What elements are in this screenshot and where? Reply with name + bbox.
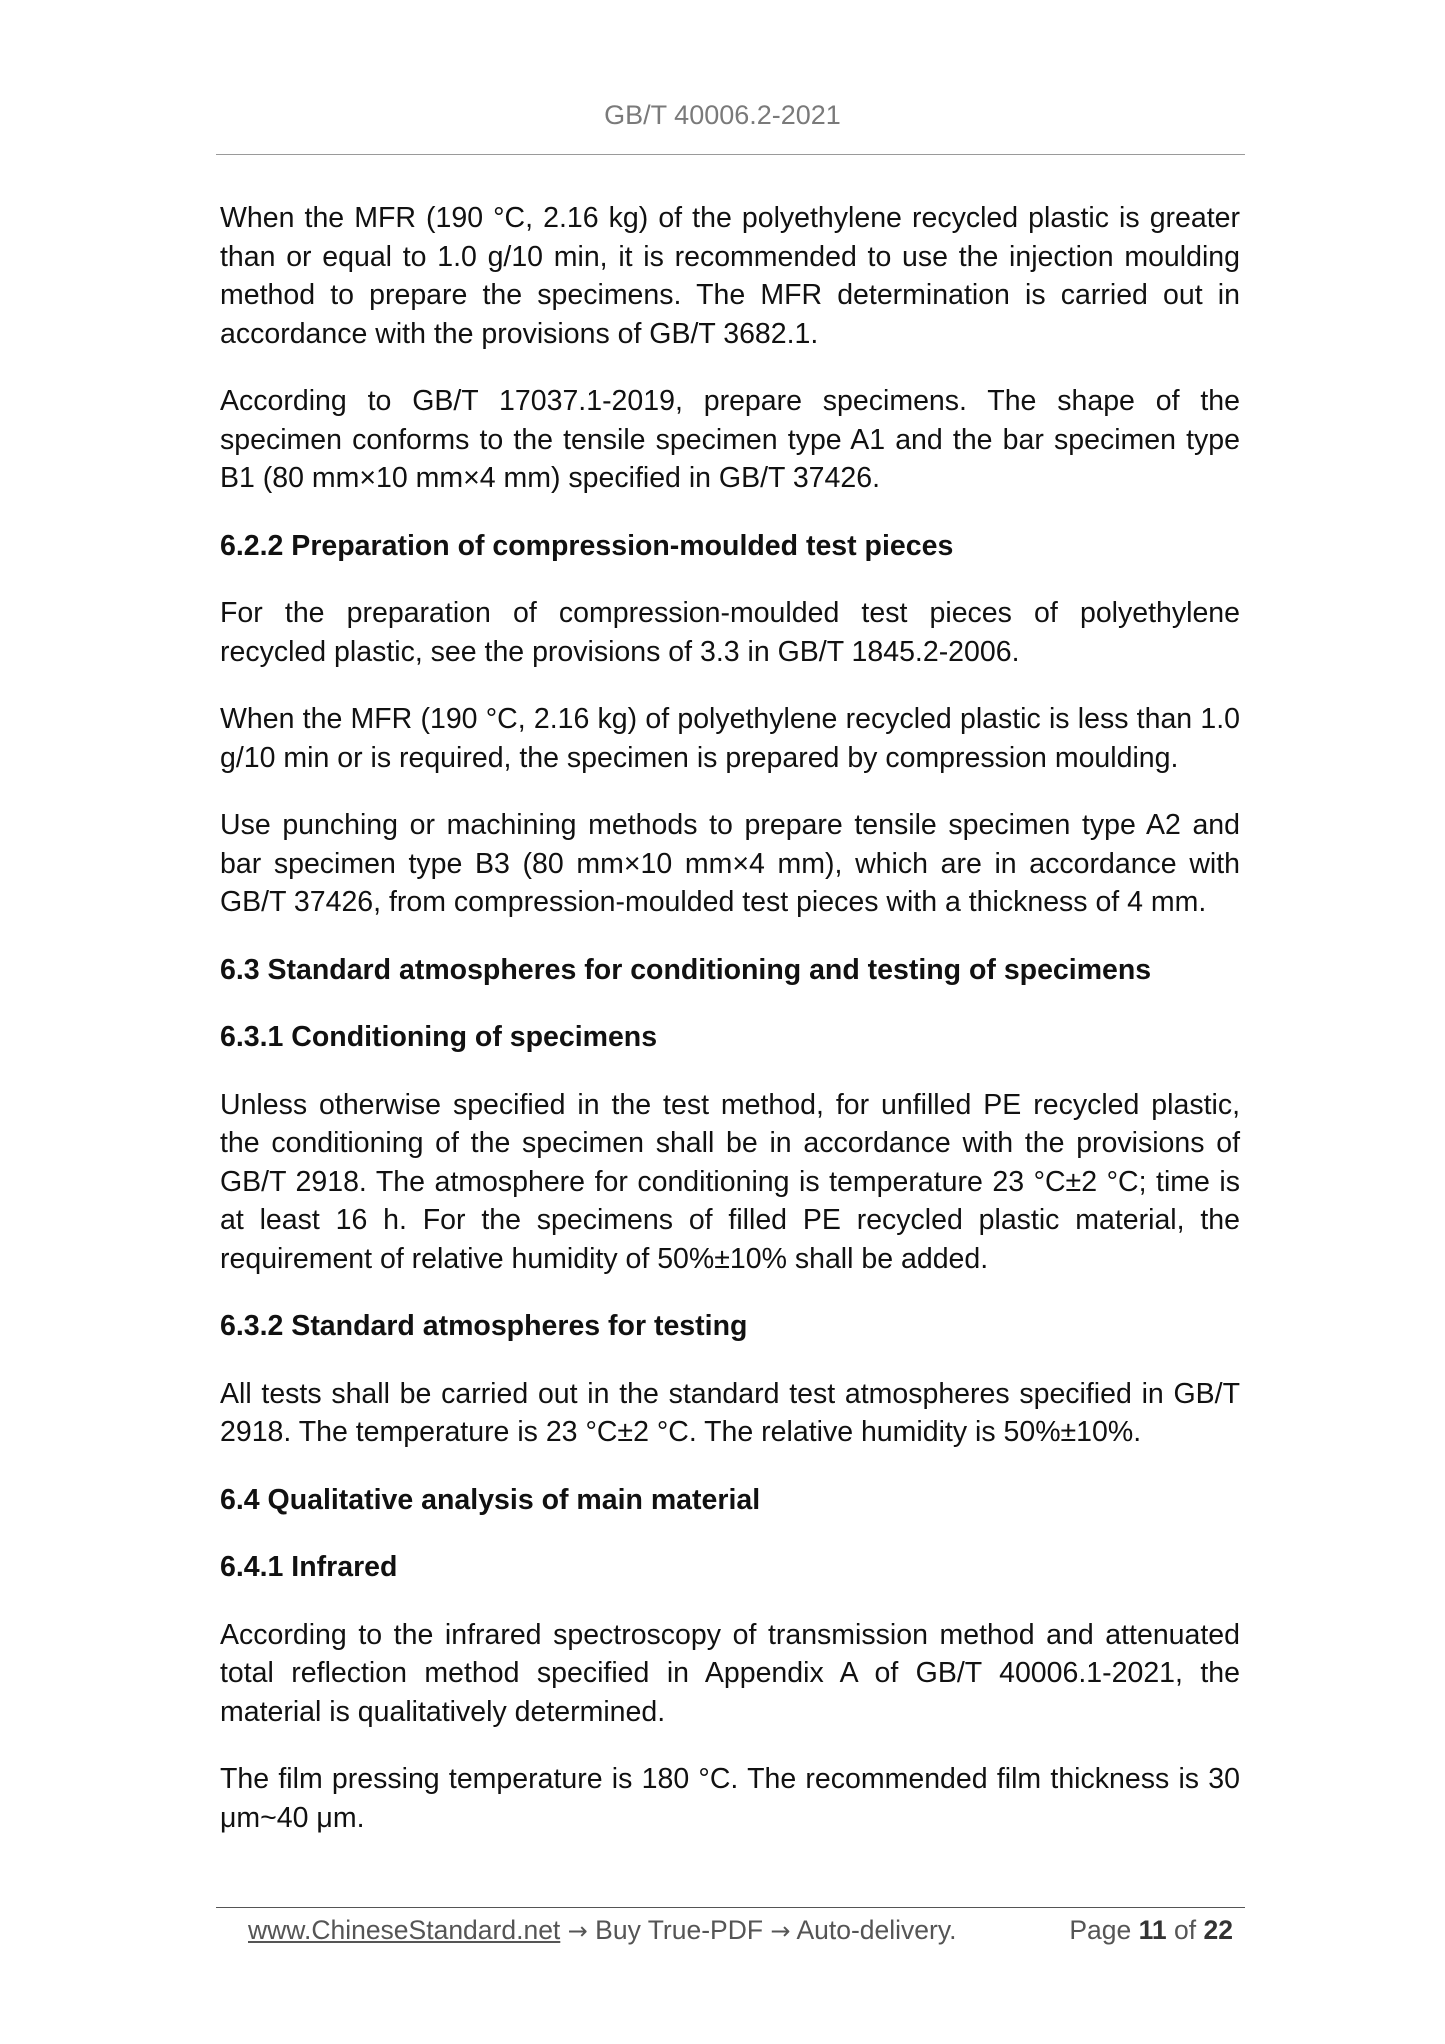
section-heading-6-2-2: 6.2.2 Preparation of compression-moulded test pieces — [220, 529, 954, 562]
paragraph-compression-preparation: For the preparation of compression-moulded test pieces of polyethylene recycled plastic, see the provisions of 3.3 in GB/T 1845.2-2006. — [220, 597, 1240, 668]
page-current: 11 — [1138, 1915, 1167, 1945]
document-body — [220, 199, 1240, 1866]
page-label: Page — [1069, 1915, 1132, 1945]
paragraph-film-pressing: The film pressing temperature is 180 °C. The recommended film thickness is 30 μm~40 μm. — [220, 1763, 1240, 1834]
section-heading-6-3-1: 6.3.1 Conditioning of specimens — [220, 1021, 658, 1053]
paragraph-injection-moulding: When the MFR (190 °C, 2.16 kg) of the polyethylene recycled plastic is greater than or equal to 1.0 g/10 min, it is recommended to use the injection moulding method to prepare the specimens. The MFR determination is carried out in accordance with the provisions of GB/T 3682.1. — [220, 202, 1240, 350]
page-footer — [248, 1910, 1238, 1951]
paragraph-infrared-method: According to the infrared spectroscopy of transmission method and attenuated total reflection method specified in Appendix A of GB/T 40006.1-2021, the material is qualitatively determined. — [220, 1618, 1240, 1728]
arrow-right-icon: → — [567, 1917, 588, 1945]
page-indicator — [1069, 1910, 1233, 1950]
paragraph-mfr-less-than: When the MFR (190 °C, 2.16 kg) of polyethylene recycled plastic is less than 1.0 g/10 min or is required, the specimen is prepared by compression moulding. — [220, 703, 1240, 774]
section-heading-6-3: 6.3 Standard atmospheres for conditioning and testing of specimens — [220, 953, 1152, 986]
section-heading-6-3-2: 6.3.2 Standard atmospheres for testing — [220, 1310, 748, 1342]
footer-divider — [216, 1907, 1245, 1908]
section-heading-6-4-1: 6.4.1 Infrared — [220, 1551, 398, 1583]
document-code-header: GB/T 40006.2-2021 — [604, 100, 841, 130]
page-total: 22 — [1203, 1915, 1233, 1945]
auto-delivery-text: Auto-delivery. — [796, 1915, 957, 1945]
buy-true-pdf-text: Buy True-PDF — [595, 1915, 764, 1945]
site-link[interactable]: www.ChineseStandard.net — [248, 1915, 561, 1945]
paragraph-test-atmospheres: All tests shall be carried out in the standard test atmospheres specified in GB/T 2918. The temperature is 23 °C±2 °C. The relative humidity is 50%±10%. — [220, 1377, 1240, 1448]
paragraph-punching-machining: Use punching or machining methods to prepare tensile specimen type A2 and bar specimen type B3 (80 mm×10 mm×4 mm), which are in accordance with GB/T 37426, from compression-moulded test pieces with a thickness of 4 mm. — [220, 809, 1240, 918]
header-divider — [216, 154, 1245, 155]
arrow-right-icon: → — [770, 1917, 791, 1945]
page-of-label: of — [1174, 1915, 1197, 1945]
paragraph-specimen-shape: According to GB/T 17037.1-2019, prepare specimens. The shape of the specimen conforms to the tensile specimen type A1 and the bar specimen type B1 (80 mm×10 mm×4 mm) specified in GB/T 37426. — [220, 385, 1240, 494]
paragraph-conditioning: Unless otherwise specified in the test method, for unfilled PE recycled plastic, the conditioning of the specimen shall be in accordance with the provisions of GB/T 2918. The atmosphere for conditioning is temperature 23 °C±2 °C; time is at least 16 h. For the specimens of filled PE recycled plastic material, the requirement of relative humidity of 50%±10% shall be added. — [220, 1088, 1240, 1275]
section-heading-6-4: 6.4 Qualitative analysis of main material — [220, 1483, 761, 1516]
